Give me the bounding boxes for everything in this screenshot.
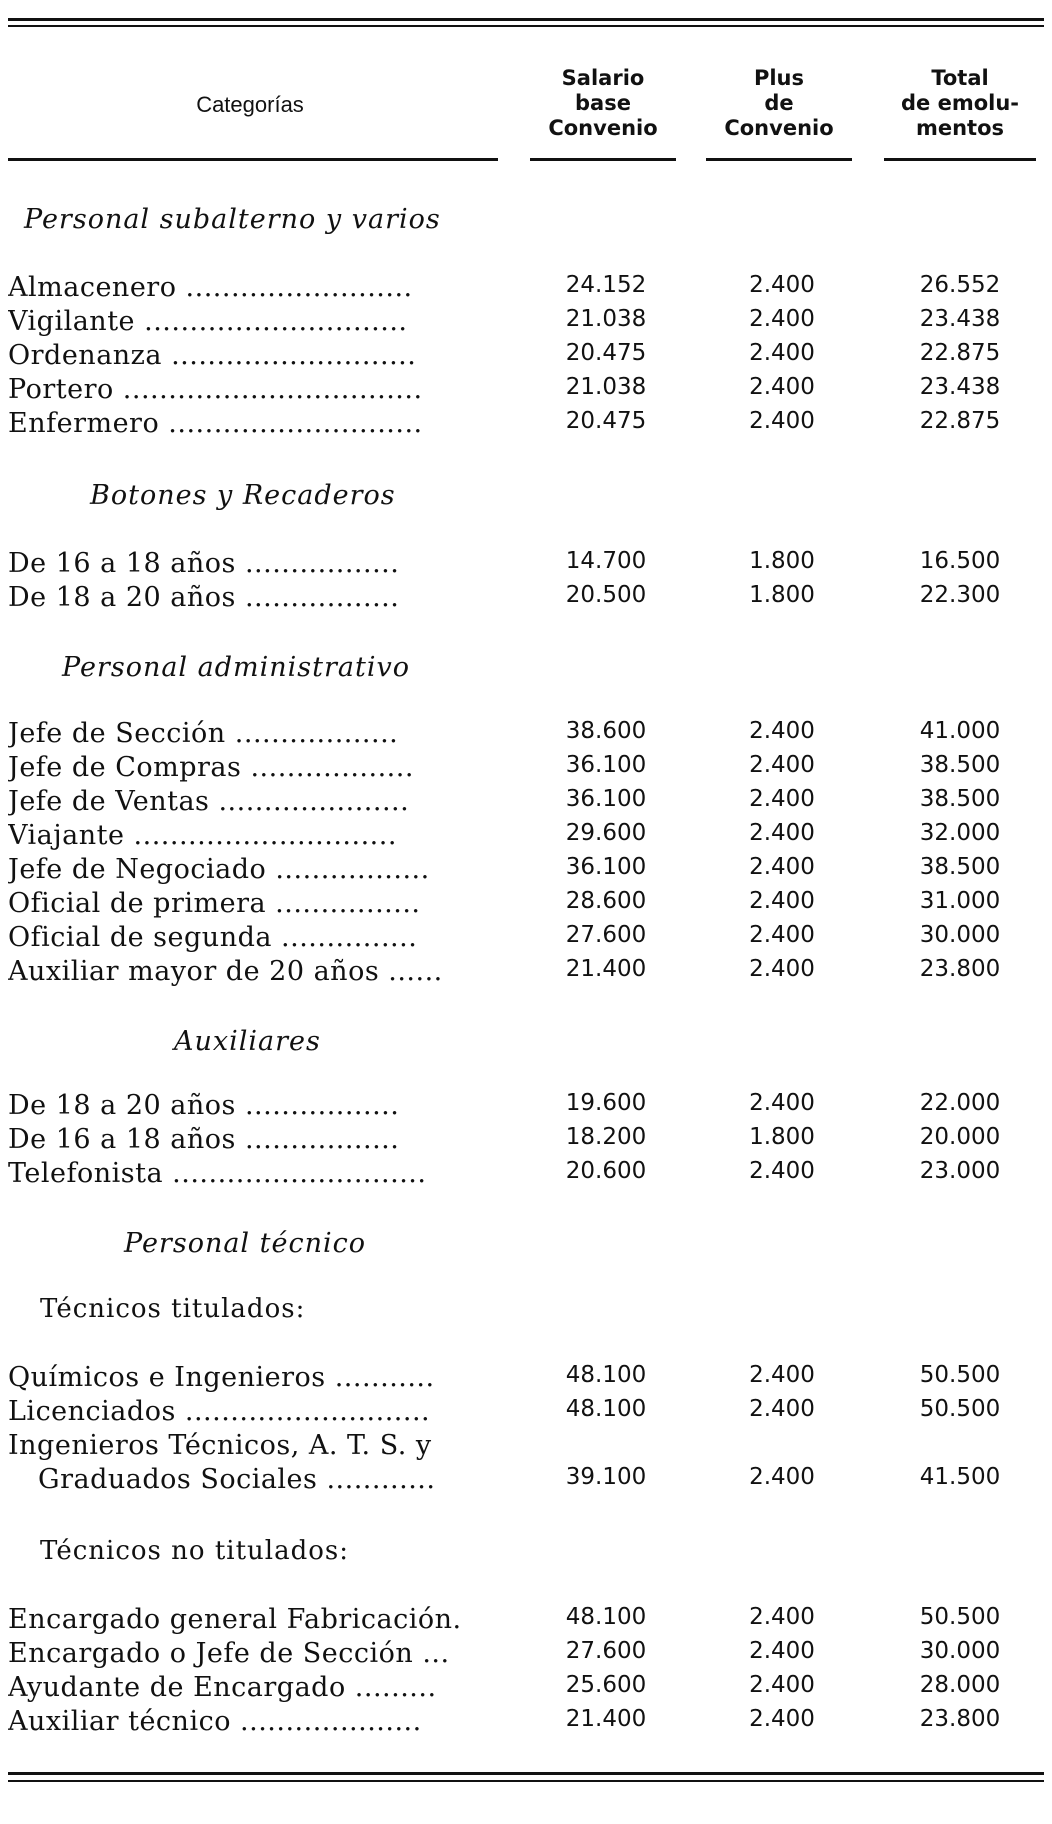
row-label: Portero ................................. xyxy=(8,374,423,405)
table-row xyxy=(0,718,1052,752)
row-total: 41.500 xyxy=(919,1464,1001,1490)
header-underline-categories xyxy=(8,158,498,161)
row-salario: 29.600 xyxy=(565,820,647,846)
row-salario: 36.100 xyxy=(565,854,647,880)
row-salario: 21.038 xyxy=(565,374,647,400)
row-label: De 18 a 20 años ................. xyxy=(8,1090,400,1121)
top-rule-1 xyxy=(8,18,1044,21)
row-plus: 2.400 xyxy=(749,1604,815,1630)
row-salario: 20.475 xyxy=(565,408,647,434)
row-plus: 2.400 xyxy=(749,1464,815,1490)
row-total: 38.500 xyxy=(919,854,1001,880)
header-underline-plus xyxy=(706,158,852,161)
row-label: Auxiliar técnico .................... xyxy=(8,1706,422,1737)
row-total: 22.875 xyxy=(919,340,1001,366)
row-total: 23.000 xyxy=(919,1158,1001,1184)
row-label: Graduados Sociales ............ xyxy=(38,1464,436,1495)
header-plus-convenio xyxy=(706,66,852,141)
row-label: Enfermero ............................ xyxy=(8,408,423,439)
row-total: 30.000 xyxy=(919,1638,1001,1664)
header-total-line-1: Total xyxy=(931,66,989,90)
row-plus: 2.400 xyxy=(749,922,815,948)
row-label: Ordenanza ........................... xyxy=(8,340,417,371)
header-salario-line-1: Salario xyxy=(561,66,645,90)
table-row xyxy=(0,786,1052,820)
row-plus: 2.400 xyxy=(749,1362,815,1388)
row-plus: 2.400 xyxy=(749,1158,815,1184)
row-plus: 2.400 xyxy=(749,888,815,914)
row-salario: 21.038 xyxy=(565,306,647,332)
table-row xyxy=(0,1706,1052,1740)
row-salario: 48.100 xyxy=(565,1396,647,1422)
row-salario: 27.600 xyxy=(565,1638,647,1664)
header-plus-line-1: Plus xyxy=(753,66,805,90)
subsection-title-titulados: Técnicos titulados: xyxy=(40,1294,306,1324)
row-label: Auxiliar mayor de 20 años ...... xyxy=(8,956,443,987)
row-plus: 2.400 xyxy=(749,786,815,812)
row-total: 23.438 xyxy=(919,306,1001,332)
section-title-tecnico: Personal técnico xyxy=(124,1228,367,1259)
header-total-emolumentos xyxy=(884,66,1036,141)
row-label: Oficial de primera ................ xyxy=(8,888,421,919)
row-plus: 2.400 xyxy=(749,1396,815,1422)
table-row xyxy=(0,548,1052,582)
table-row xyxy=(0,1672,1052,1706)
table-row xyxy=(0,1158,1052,1192)
row-label: Jefe de Sección .................. xyxy=(8,718,399,749)
row-total: 32.000 xyxy=(919,820,1001,846)
row-label: Telefonista ............................ xyxy=(8,1158,427,1189)
row-plus: 2.400 xyxy=(749,718,815,744)
row-plus: 2.400 xyxy=(749,956,815,982)
table-row xyxy=(0,1464,1052,1498)
table-row xyxy=(0,820,1052,854)
row-label: Ayudante de Encargado ......... xyxy=(8,1672,437,1703)
table-row xyxy=(0,1090,1052,1124)
row-plus: 1.800 xyxy=(749,548,815,574)
row-salario: 24.152 xyxy=(565,272,647,298)
row-plus: 2.400 xyxy=(749,1638,815,1664)
table-row xyxy=(0,752,1052,786)
row-total: 22.875 xyxy=(919,408,1001,434)
section-title-auxiliares: Auxiliares xyxy=(174,1026,321,1057)
row-label: De 16 a 18 años ................. xyxy=(8,548,400,579)
row-plus: 2.400 xyxy=(749,374,815,400)
section-title-subalterno: Personal subalterno y varios xyxy=(24,204,441,235)
row-total: 30.000 xyxy=(919,922,1001,948)
row-plus: 2.400 xyxy=(749,854,815,880)
row-salario: 39.100 xyxy=(565,1464,647,1490)
row-plus: 2.400 xyxy=(749,340,815,366)
row-total: 16.500 xyxy=(919,548,1001,574)
top-rule-2 xyxy=(8,25,1044,27)
row-salario: 36.100 xyxy=(565,752,647,778)
row-label: Encargado o Jefe de Sección ... xyxy=(8,1638,450,1669)
table-row xyxy=(0,1638,1052,1672)
bottom-rule-2 xyxy=(8,1780,1044,1782)
table-row xyxy=(0,582,1052,616)
row-total: 26.552 xyxy=(919,272,1001,298)
subsection-title-no-titulados: Técnicos no titulados: xyxy=(40,1536,349,1566)
table-row xyxy=(0,956,1052,990)
row-salario: 14.700 xyxy=(565,548,647,574)
table-row xyxy=(0,1604,1052,1638)
header-salario-line-2: base xyxy=(575,91,631,115)
row-total: 31.000 xyxy=(919,888,1001,914)
bottom-rule-1 xyxy=(8,1772,1044,1775)
row-total: 23.800 xyxy=(919,1706,1001,1732)
row-plus: 1.800 xyxy=(749,582,815,608)
row-label: Jefe de Ventas ..................... xyxy=(8,786,410,817)
header-salario-line-3: Convenio xyxy=(548,116,658,140)
table-row xyxy=(0,374,1052,408)
row-salario: 25.600 xyxy=(565,1672,647,1698)
row-plus: 2.400 xyxy=(749,752,815,778)
row-plus: 2.400 xyxy=(749,1090,815,1116)
row-plus: 2.400 xyxy=(749,272,815,298)
row-total: 50.500 xyxy=(919,1604,1001,1630)
table-row xyxy=(0,340,1052,374)
header-salario-base xyxy=(530,66,676,141)
row-salario: 21.400 xyxy=(565,1706,647,1732)
row-salario: 48.100 xyxy=(565,1362,647,1388)
row-total: 38.500 xyxy=(919,786,1001,812)
row-total: 50.500 xyxy=(919,1362,1001,1388)
row-total: 23.800 xyxy=(919,956,1001,982)
row-salario: 21.400 xyxy=(565,956,647,982)
row-label: Ingenieros Técnicos, A. T. S. y xyxy=(8,1430,432,1461)
row-total: 22.000 xyxy=(919,1090,1001,1116)
table-row xyxy=(0,1396,1052,1430)
row-plus: 2.400 xyxy=(749,1706,815,1732)
row-plus: 2.400 xyxy=(749,820,815,846)
row-total: 22.300 xyxy=(919,582,1001,608)
row-label: Oficial de segunda ............... xyxy=(8,922,418,953)
header-plus-line-3: Convenio xyxy=(724,116,834,140)
row-label: Vigilante ............................. xyxy=(8,306,408,337)
header-categories: Categorías xyxy=(196,92,304,117)
section-title-administrativo: Personal administrativo xyxy=(62,652,411,683)
table-row xyxy=(0,922,1052,956)
row-salario: 19.600 xyxy=(565,1090,647,1116)
row-label: Encargado general Fabricación. xyxy=(8,1604,462,1635)
table-row xyxy=(0,1124,1052,1158)
row-salario: 20.600 xyxy=(565,1158,647,1184)
row-plus: 2.400 xyxy=(749,1672,815,1698)
row-salario: 18.200 xyxy=(565,1124,647,1150)
table-row xyxy=(0,306,1052,340)
section-title-botones: Botones y Recaderos xyxy=(90,480,396,511)
row-label: De 16 a 18 años ................. xyxy=(8,1124,400,1155)
row-total: 41.000 xyxy=(919,718,1001,744)
row-label: Viajante ............................. xyxy=(8,820,397,851)
row-total: 38.500 xyxy=(919,752,1001,778)
row-salario: 36.100 xyxy=(565,786,647,812)
row-total: 50.500 xyxy=(919,1396,1001,1422)
header-underline-salario xyxy=(530,158,676,161)
row-total: 20.000 xyxy=(919,1124,1001,1150)
row-salario: 27.600 xyxy=(565,922,647,948)
header-underline-total xyxy=(884,158,1036,161)
row-label: Licenciados ........................... xyxy=(8,1396,431,1427)
table-row xyxy=(0,1362,1052,1396)
row-label: De 18 a 20 años ................. xyxy=(8,582,400,613)
header-plus-line-2: de xyxy=(764,91,794,115)
table-row xyxy=(0,854,1052,888)
row-label: Jefe de Negociado ................. xyxy=(8,854,430,885)
row-label: Almacenero ......................... xyxy=(8,272,413,303)
row-label: Químicos e Ingenieros ........... xyxy=(8,1362,435,1393)
row-salario: 48.100 xyxy=(565,1604,647,1630)
table-row xyxy=(0,272,1052,306)
row-total: 28.000 xyxy=(919,1672,1001,1698)
row-salario: 20.500 xyxy=(565,582,647,608)
row-label: Jefe de Compras .................. xyxy=(8,752,414,783)
row-total: 23.438 xyxy=(919,374,1001,400)
row-salario: 38.600 xyxy=(565,718,647,744)
row-salario: 20.475 xyxy=(565,340,647,366)
row-plus: 2.400 xyxy=(749,408,815,434)
header-total-line-2: de emolu- xyxy=(900,91,1019,115)
table-row xyxy=(0,888,1052,922)
table-row xyxy=(0,1430,1052,1464)
header-total-line-3: mentos xyxy=(915,116,1005,140)
row-plus: 2.400 xyxy=(749,306,815,332)
row-plus: 1.800 xyxy=(749,1124,815,1150)
table-row xyxy=(0,408,1052,442)
row-salario: 28.600 xyxy=(565,888,647,914)
